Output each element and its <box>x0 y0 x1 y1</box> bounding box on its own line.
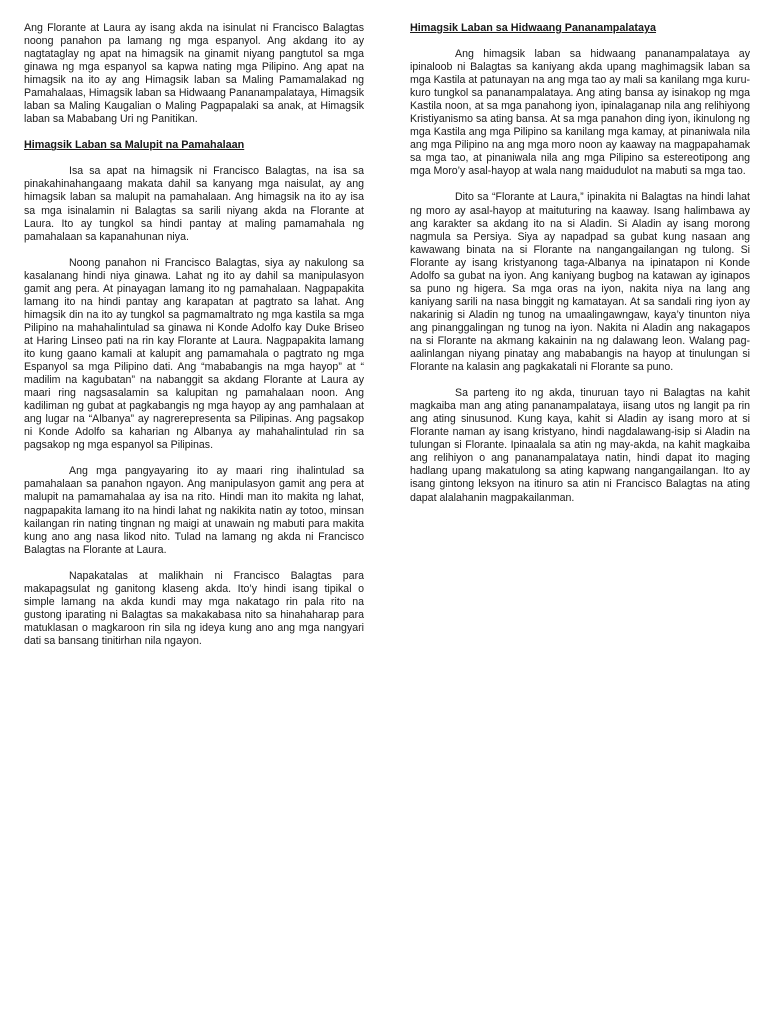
paragraph: Isa sa apat na himagsik ni Francisco Balagtas, na isa sa pinakahinahangaang makata dahil sa kanyang mga naisulat, ay ang himagsik laban sa malupit na pamahalaan. Ang himagsik na ito ay isa sa mga isinalamin ni Balagtas sa sarili niyang akda na Florante at Laura. Ito ay tungkol sa hindi pantay at maling pamamahala ng pamahalaan sa kapanahunan niya. <box>24 165 364 243</box>
right-column <box>410 22 750 518</box>
section-heading-malupit-na-pamahalaan: Himagsik Laban sa Malupit na Pamahalaan <box>24 139 245 152</box>
paragraph: Sa parteng ito ng akda, tinuruan tayo ni Balagtas na kahit magkaiba man ang ating pananampalataya, iisang utos ng langit pa rin ang ating sinusunod. Kung kaya, kahit si Aladin ay isang moro at si Florante naman ay isang kristyano, hindi nagdalawang-isip si Aladin na tulungan si Florante. Ipinaalala sa atin ng may-akda, na kahit magkaiba ang relihiyon o ang pananampalataya natin, hindi dapat ito maging hadlang upang makatulong sa ating kapwang nangangailangan. Ito ay isang gintong leksyon na itinuro sa atin ni Francisco Balagtas na ating dapat alalahanin magpakailanman. <box>410 387 750 504</box>
paragraph: Noong panahon ni Francisco Balagtas, siya ay nakulong sa kasalanang hindi niya ginawa. Lahat ng ito ay dahil sa manipulasyon gamit ang pera. At pinayagan lamang ito ng pamahalaan. Nagpapakita lamang ito na hindi pantay ang karapatan at pagtrato sa lahat. Ang himagsik din na ito ay tungkol sa pagmamaltrato ng mga kastila sa mga Pilipino na mahahalintulad sa ginawa ni Konde Adolfo kay Duke Briseo at Haring Linseo pati na rin kay Florante at Laura. Nagpapakita lamang ito kung gaano kamali at kalupit ang pamamahala o pagtrato ng mga Espanyol sa mga Pilipino dati. Ang “mababangis na mga hayop” at “ madilim na kagubatan” na nabanggit sa akdang Florante at Laura ay maari ring nagsasalamin sa kalupitan ng pamahalaan noon. Ang kadiliman ng gubat at pagkabangis ng mga hayop ay ang pamhalaan at ang lugar na “Albanya” ay nagrerepresenta sa Pilipinas. Ang pagsakop ni Konde Adolfo sa kaharian ng Albanya ay mahahalintulad rin sa pagsakop ng mga espanyol sa Pilipinas. <box>24 256 364 452</box>
paragraph: Ang mga pangyayaring ito ay maari ring ihalintulad sa pamahalaan sa panahon ngayon. Ang manipulasyon gamit ang pera at malupit na pamamahalaa ay isa na rito. Hindi man ito makita ng lahat, nagpapakita lamang ito na hindi lahat ng nakikita natin ay totoo, minsan kailangan rin nating tingnan ng maigi at unawain ng mabuti para makita kung ano ang nasa likod nito. Tulad na lamang ng akda ni Francisco Balagtas na Florante at Laura. <box>24 465 364 556</box>
paragraph: Napakatalas at malikhain ni Francisco Balagtas para makapagsulat ng ganitong klaseng akda. Ito’y hindi isang tipikal o simple lamang na akda kundi may mga nakatago rin pala rito na gustong iparating ni Balagtas sa makakabasa nito sa hinahaharap para matuklasan o magkaroon rin sila ng ideya kung ano ang mga nangyari dati sa bansang tinitirhan nila ngayon. <box>24 569 364 647</box>
paragraph: Ang himagsik laban sa hidwaang pananampalataya ay ipinaloob ni Balagtas sa kaniyang akda upang maghimagsik laban sa mga Kastila at patunayan na ang mga tao ay mali sa kanilang mga kuru-kuro tungkol sa pananampalataya. Ang ating bansa ay isinakop ng mga Kastila noon, at sa mga panahong iyon, ipinalaganap nila ang relihiyong Kristiyanismo sa ating bansa. At sa mga panahon ding iyon, ikinulong ng mga Kastila ang mga Pilipino sa kanilang mga kamay, at pinaniwala nila ang mga Pilipino na ang mga moro noon ay kaaway na magpapahamak sa mga tao, at pinaniwala nila ang mga Pilipino sa estereotipong ang mga Moro’y asal-hayop at wala nang maidudulot na mabuti sa mga tao. <box>410 48 750 178</box>
section-heading-hidwaang-pananampalataya: Himagsik Laban sa Hidwaang Pananampalataya <box>410 22 657 34</box>
paragraph: Dito sa “Florante at Laura,” ipinakita ni Balagtas na hindi lahat ng moro ay asal-hayop at maituturing na kaaway. Isang halimbawa ay ang karakter sa akdang ito na si Aladin. Si Aladin ay isang morong nagmula sa Persiya. Siya ay napadpad sa gubat kung nasaan ang kawawang binata na si Florante na nangangailangan ng tulong. Si Florante ay isang kristyanong taga-Albanya na ipinatapon ni Konde Adolfo sa gubat na iyon. Ang kaniyang bugbog na katawan ay iginapos sa puno ng higera. Sa mga oras na iyon, nakita niya na lang ang kaniyang sarili na nasa binggit ng kamatayan. At sa sandali ring iyon ay nakarinig si Aladin ng tunog na umaalingawngaw, kaya’y tinunton niya ang pinanggalingan ng tunog na iyon. Nakita ni Aladin ang nakagapos na si Florante na akmang kakainin na ng dalawang leon. Walang pag-aalinlangan niyang pinatay ang mababangis na hayop at tinulungan si Florante na kalasin ang pagkakatali ni Florante sa puno. <box>410 191 750 374</box>
left-column <box>24 22 364 661</box>
intro-paragraph: Ang Florante at Laura ay isang akda na isinulat ni Francisco Balagtas noong panahon pa lamang ng mga espanyol. Ang akdang ito ay nagtataglay ng apat na himagsik na ginamit niyang pangtutol sa mga ginawa ng mga espanyol sa kapwa nating mga Pilipino. Ang apat na himagsik na ito ay ang Himagsik laban sa Maling Pamamalakad ng Pamahalaas, Himagsik laban sa Hidwaang Pananampalataya, Himagsik laban sa Maling Kaugalian o Maling Pagpapalaki sa anak, at Himagsik laban sa Mababang Uri ng Panitikan. <box>24 22 364 126</box>
